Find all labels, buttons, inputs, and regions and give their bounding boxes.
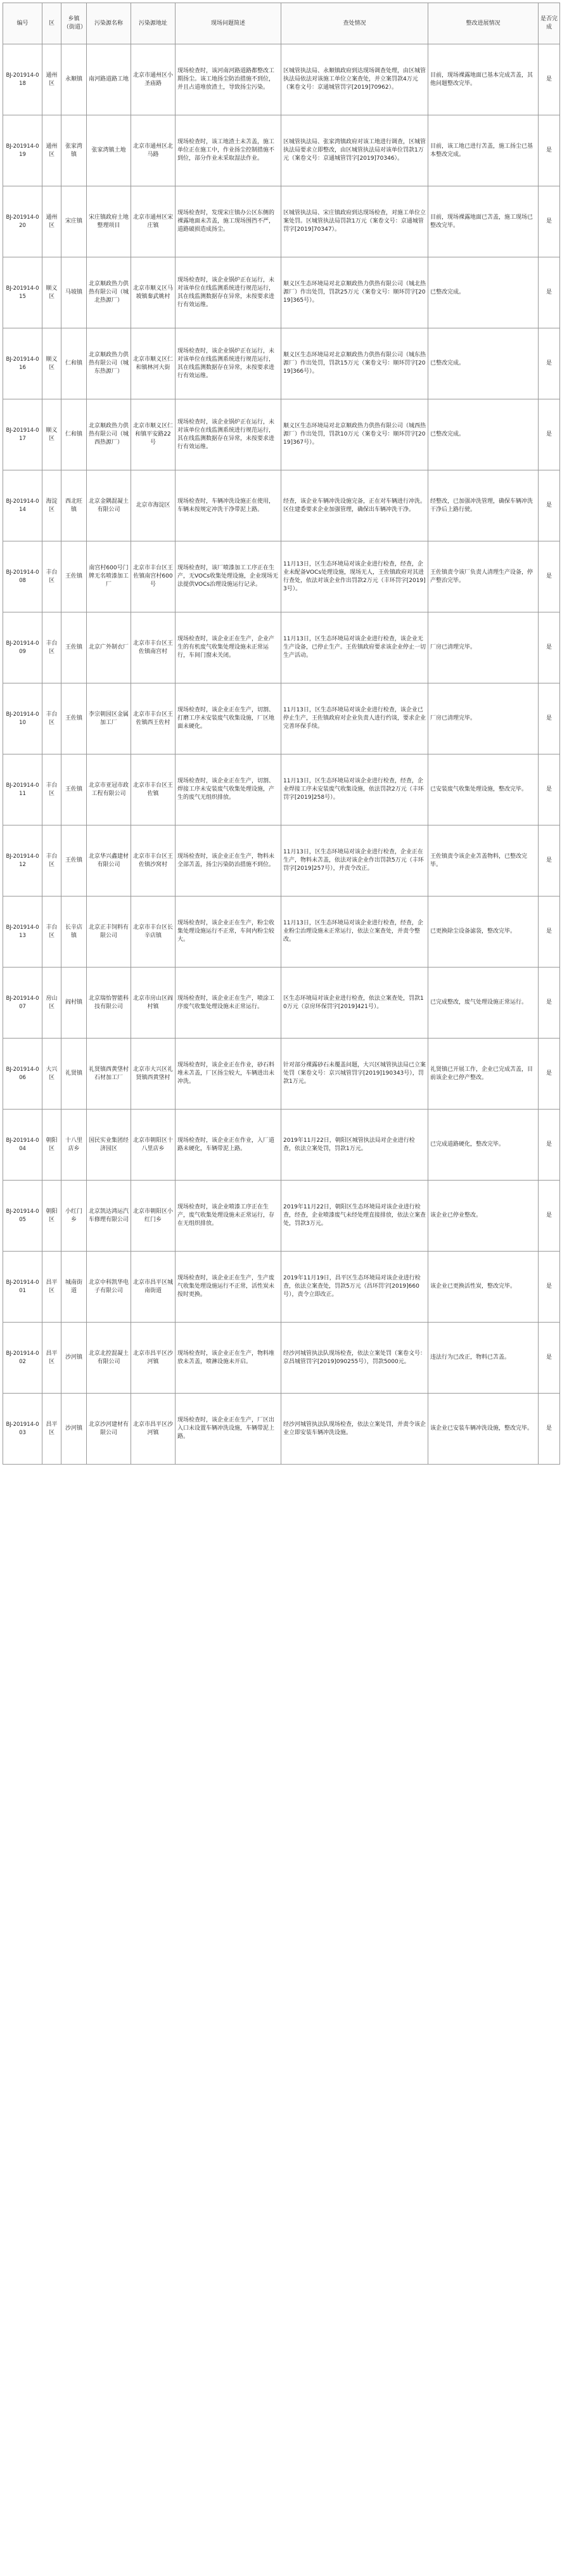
progress-cell: 已整改完成。	[428, 399, 539, 470]
handling-cell: 11月13日，区生态环境局对该企业进行检查，该企业无生产设备，已停止生产。王佐镇政府要求该企业停止一切生产活动。	[281, 612, 428, 683]
table-row	[3, 683, 560, 754]
progress-cell: 该企业已安装车辆冲洗设施，整改完毕。	[428, 1394, 539, 1465]
supervision-table	[3, 3, 560, 1465]
district-cell: 丰台区	[42, 754, 61, 825]
district-cell: 昌平区	[42, 1252, 61, 1323]
header-cell: 查处情况	[281, 3, 428, 44]
district-cell: 通州区	[42, 115, 61, 186]
handling-cell: 区城管执法局、永顺镇政府到达现场调查处理，由区城管执法局依法对该施工单位立案查处，并立案罚款4万元（案卷文号：京通城管罚字[2019]70962）。	[281, 44, 428, 115]
table-row	[3, 399, 560, 470]
address-cell: 北京市大兴区礼贤镇西黄垡村	[131, 1039, 176, 1110]
district-cell: 通州区	[42, 186, 61, 257]
progress-cell: 违法行为已改正，物料已苫盖。	[428, 1323, 539, 1394]
address-cell: 北京市昌平区城南街道	[131, 1252, 176, 1323]
district-cell: 丰台区	[42, 825, 61, 896]
town-cell: 城南街道	[61, 1252, 87, 1323]
district-cell: 丰台区	[42, 683, 61, 754]
progress-cell: 王佐镇责令该厂负责人清理生产设备，停产整治完毕。	[428, 541, 539, 612]
table-row	[3, 186, 560, 257]
progress-cell: 目前，该工地已进行苫盖，施工扬尘已基本整改完成。	[428, 115, 539, 186]
district-cell: 顺义区	[42, 399, 61, 470]
town-cell: 永顺镇	[61, 44, 87, 115]
address-cell: 北京市顺义区马坡镇秦武姚村	[131, 257, 176, 328]
header-cell: 区	[42, 3, 61, 44]
problem-cell: 现场检查时，该企业正在生产，厂区出入口未设置车辆冲洗设施，车辆带泥上路。	[176, 1394, 281, 1465]
district-cell: 丰台区	[42, 896, 61, 968]
town-cell: 王佐镇	[61, 825, 87, 896]
town-cell: 阎村镇	[61, 968, 87, 1039]
handling-cell: 顺义区生态环境局对北京顺政热力供热有限公司（城北热源厂）作出处罚，罚款25万元（案卷文号：顺环罚字[2019]365号）。	[281, 257, 428, 328]
handling-cell: 2019年11月19日，昌平区生态环境局对该企业进行检查，依法立案查处，罚款5万元（昌环罚字[2019]660号），责令立即改正。	[281, 1252, 428, 1323]
town-cell: 王佐镇	[61, 612, 87, 683]
problem-cell: 现场检查时，该企业正在生产，物料堆放未苫盖，喷淋设施未开启。	[176, 1323, 281, 1394]
done-cell: 是	[539, 1181, 560, 1252]
table-row	[3, 1039, 560, 1110]
source-name-cell: 北京瑞怡智能科技有限公司	[87, 968, 131, 1039]
district-cell: 通州区	[42, 44, 61, 115]
header-cell: 污染源名称	[87, 3, 131, 44]
problem-cell: 现场检查时，该企业喷漆工序正在生产，废气收集处理设施未正常运行，存在无组织排放。	[176, 1181, 281, 1252]
problem-cell: 现场检查时，该企业正在作业，入厂道路未硬化，车辆带泥上路。	[176, 1110, 281, 1181]
table-row	[3, 1181, 560, 1252]
source-name-cell: 北京沙河建材有限公司	[87, 1394, 131, 1465]
source-name-cell: 北京顺政热力供热有限公司（城东热源厂）	[87, 328, 131, 399]
progress-cell: 礼贤镇已开展工作，企业已完成苫盖，目前该企业已停产整改。	[428, 1039, 539, 1110]
table-row	[3, 1394, 560, 1465]
row-id-cell: BJ-201914-002	[3, 1323, 42, 1394]
progress-cell: 已完成整改，废气处理设施正常运行。	[428, 968, 539, 1039]
source-name-cell: 礼贤镇西黄垡村石材加工厂	[87, 1039, 131, 1110]
done-cell: 是	[539, 399, 560, 470]
town-cell: 十八里店乡	[61, 1110, 87, 1181]
town-cell: 张家湾镇	[61, 115, 87, 186]
district-cell: 顺义区	[42, 257, 61, 328]
done-cell: 是	[539, 257, 560, 328]
problem-cell: 现场检查时，该企业正在生产，粉尘收集处理设施运行不正常，车间内粉尘较大。	[176, 896, 281, 968]
row-id-cell: BJ-201914-010	[3, 683, 42, 754]
progress-cell: 已完成道路硬化，整改完毕。	[428, 1110, 539, 1181]
header-cell: 是否完成	[539, 3, 560, 44]
town-cell: 小红门乡	[61, 1181, 87, 1252]
address-cell: 北京市海淀区	[131, 470, 176, 541]
progress-cell: 该企业已停业整改。	[428, 1181, 539, 1252]
row-id-cell: BJ-201914-015	[3, 257, 42, 328]
address-cell: 北京市朝阳区小红门乡	[131, 1181, 176, 1252]
handling-cell: 11月13日，区生态环境局对该企业进行检查，经查，企业粉尘治理设施未正常运行，依法立案查处，并责令整改。	[281, 896, 428, 968]
address-cell: 北京市丰台区王佐镇南宫村600号	[131, 541, 176, 612]
source-name-cell: 北京正丰饲料有限公司	[87, 896, 131, 968]
town-cell: 王佐镇	[61, 541, 87, 612]
progress-cell: 已更换除尘设备滤袋，整改完毕。	[428, 896, 539, 968]
done-cell: 是	[539, 825, 560, 896]
header-cell: 乡镇（街道）	[61, 3, 87, 44]
address-cell: 北京市通州区小圣庙路	[131, 44, 176, 115]
table-row	[3, 541, 560, 612]
progress-cell: 目前，现场裸露地面已基本完成苫盖，其他问题整改完毕。	[428, 44, 539, 115]
district-cell: 大兴区	[42, 1039, 61, 1110]
town-cell: 长辛店镇	[61, 896, 87, 968]
handling-cell: 经沙河城管执法队现场检查，依法立案处罚（案卷文号：京昌城管罚字[2019]090255号），罚款5000元。	[281, 1323, 428, 1394]
address-cell: 北京市丰台区王佐镇南宫村	[131, 612, 176, 683]
row-id-cell: BJ-201914-020	[3, 186, 42, 257]
header-row	[3, 3, 560, 44]
handling-cell: 区城管执法局、宋庄镇政府到达现场检查，对施工单位立案处罚。区城管执法局罚款1万元（案卷文号：京通城管罚字[2019]70347）。	[281, 186, 428, 257]
problem-cell: 现场检查时，该河南河路道路都整改工期扬尘。该工地扬尘防治措施不到位，并且占道堆放渣土，导致扬尘污染。	[176, 44, 281, 115]
handling-cell: 经查，该企业车辆冲洗设施完备，正在对车辆进行冲洗。区住建委要求企业加强管理，确保出车辆冲洗干净。	[281, 470, 428, 541]
row-id-cell: BJ-201914-001	[3, 1252, 42, 1323]
handling-cell: 顺义区生态环境局对北京顺政热力供热有限公司（城东热源厂）作出处罚，罚款15万元（案卷文号：顺环罚字[2019]366号）。	[281, 328, 428, 399]
done-cell: 是	[539, 1323, 560, 1394]
table-row	[3, 115, 560, 186]
handling-cell: 2019年11月22日，朝阳区生态环境局对该企业进行检查，经查，企业喷漆废气未经处理直接排放，依法立案查处，罚款3万元。	[281, 1181, 428, 1252]
problem-cell: 现场检查时，该企业锅炉正在运行，未对该单位在线监测系统进行规范运行，其在线监测数据存在异常，未按要求进行有效运维。	[176, 399, 281, 470]
address-cell: 北京市顺义区仁和镇林河大街	[131, 328, 176, 399]
table-row	[3, 1252, 560, 1323]
row-id-cell: BJ-201914-011	[3, 754, 42, 825]
progress-cell: 已整改完成。	[428, 257, 539, 328]
done-cell: 是	[539, 968, 560, 1039]
done-cell: 是	[539, 470, 560, 541]
row-id-cell: BJ-201914-007	[3, 968, 42, 1039]
district-cell: 丰台区	[42, 612, 61, 683]
address-cell: 北京市通州区北马路	[131, 115, 176, 186]
progress-cell: 目前，现场裸露地面已苫盖，施工现场已整改完毕。	[428, 186, 539, 257]
source-name-cell: 宋庄镇政府土地整理项目	[87, 186, 131, 257]
town-cell: 王佐镇	[61, 754, 87, 825]
town-cell: 王佐镇	[61, 683, 87, 754]
row-id-cell: BJ-201914-012	[3, 825, 42, 896]
row-id-cell: BJ-201914-004	[3, 1110, 42, 1181]
handling-cell: 11月13日，区生态环境局对该企业进行检查，该企业已停止生产，王佐镇政府对企业负责人进行约谈，要求企业完善环保手续。	[281, 683, 428, 754]
table-row	[3, 257, 560, 328]
source-name-cell: 北京顺政热力供热有限公司（城北热源厂）	[87, 257, 131, 328]
row-id-cell: BJ-201914-014	[3, 470, 42, 541]
source-name-cell: 北京中科凯华电子有限公司	[87, 1252, 131, 1323]
source-name-cell: 国民实业集团经济园区	[87, 1110, 131, 1181]
district-cell: 顺义区	[42, 328, 61, 399]
problem-cell: 现场检查时，该工地渣土未苫盖，施工单位正在施工中，作业扬尘控制措施不到位，部分作业未采取湿法作业。	[176, 115, 281, 186]
town-cell: 沙河镇	[61, 1394, 87, 1465]
town-cell: 沙河镇	[61, 1323, 87, 1394]
problem-cell: 现场检查时，该企业锅炉正在运行，未对该单位在线监测系统进行规范运行，其在线监测数据存在异常，未按要求进行有效运维。	[176, 328, 281, 399]
row-id-cell: BJ-201914-013	[3, 896, 42, 968]
address-cell: 北京市丰台区王佐镇沙窝村	[131, 825, 176, 896]
progress-cell: 经整改，已加强冲洗管理，确保车辆冲洗干净后上路行驶。	[428, 470, 539, 541]
problem-cell: 现场检查时，该企业锅炉正在运行，未对该单位在线监测系统进行规范运行，其在线监测数据存在异常，未按要求进行有效运维。	[176, 257, 281, 328]
town-cell: 宋庄镇	[61, 186, 87, 257]
table-row	[3, 1110, 560, 1181]
row-id-cell: BJ-201914-017	[3, 399, 42, 470]
problem-cell: 现场检查时，该企业正在生产，物料未全部苫盖，扬尘污染防治措施不到位。	[176, 825, 281, 896]
table-row	[3, 896, 560, 968]
done-cell: 是	[539, 1394, 560, 1465]
problem-cell: 现场检查时，该企业正在生产，喷涂工序废气收集处理设施未正常运行。	[176, 968, 281, 1039]
district-cell: 朝阳区	[42, 1110, 61, 1181]
source-name-cell: 北京凯达鸿运汽车修理有限公司	[87, 1181, 131, 1252]
handling-cell: 11月13日，区生态环境局对该企业进行检查，经查，企业焊接工序未安装废气收集设施，依法罚款2万元（丰环罚字[2019]258号）。	[281, 754, 428, 825]
row-id-cell: BJ-201914-009	[3, 612, 42, 683]
row-id-cell: BJ-201914-006	[3, 1039, 42, 1110]
problem-cell: 现场检查时，该企业正在作业，砂石料堆未苫盖，厂区扬尘较大，车辆进出未冲洗。	[176, 1039, 281, 1110]
done-cell: 是	[539, 328, 560, 399]
header-cell: 污染源地址	[131, 3, 176, 44]
done-cell: 是	[539, 683, 560, 754]
row-id-cell: BJ-201914-005	[3, 1181, 42, 1252]
progress-cell: 已整改完成。	[428, 328, 539, 399]
address-cell: 北京市丰台区长辛店镇	[131, 896, 176, 968]
problem-cell: 现场检查时，该企业正在生产，生产废气收集处理设施运行不正常，活性炭未按时更换。	[176, 1252, 281, 1323]
progress-cell: 厂房已清理完毕。	[428, 683, 539, 754]
town-cell: 礼贤镇	[61, 1039, 87, 1110]
header-cell: 现场问题简述	[176, 3, 281, 44]
progress-cell: 厂房已清理完毕。	[428, 612, 539, 683]
source-name-cell: 北京市亚冠市政工程有限公司	[87, 754, 131, 825]
source-name-cell: 北京顺政热力供热有限公司（城西热源厂）	[87, 399, 131, 470]
header-cell: 编号	[3, 3, 42, 44]
address-cell: 北京市丰台区王佐镇西王佐村	[131, 683, 176, 754]
problem-cell: 现场检查时，该企业正在生产，切割、打磨工序未安装废气收集设施，厂区地面未硬化。	[176, 683, 281, 754]
district-cell: 昌平区	[42, 1323, 61, 1394]
done-cell: 是	[539, 1110, 560, 1181]
address-cell: 北京市丰台区王佐镇	[131, 754, 176, 825]
district-cell: 房山区	[42, 968, 61, 1039]
handling-cell: 11月13日，区生态环境局对该企业进行检查，经查，企业未配备VOCs处理设施，现场无人，王佐镇政府对其进行查处，依法对该企业作出罚款2万元（丰环罚字[2019]3号）。	[281, 541, 428, 612]
source-name-cell: 北京金隅混凝土有限公司	[87, 470, 131, 541]
town-cell: 仁和镇	[61, 399, 87, 470]
done-cell: 是	[539, 1252, 560, 1323]
district-cell: 海淀区	[42, 470, 61, 541]
done-cell: 是	[539, 1039, 560, 1110]
done-cell: 是	[539, 115, 560, 186]
row-id-cell: BJ-201914-016	[3, 328, 42, 399]
address-cell: 北京市房山区阎村镇	[131, 968, 176, 1039]
table-row	[3, 470, 560, 541]
address-cell: 北京市顺义区仁和镇平安路22号	[131, 399, 176, 470]
problem-cell: 现场检查时，车辆冲洗设施正在使用，车辆未按规定冲洗干净带泥上路。	[176, 470, 281, 541]
handling-cell: 针对部分裸露砂石未覆盖问题，大兴区城管执法局已立案处罚（案卷文号：京兴城管罚字[2019]190343号），罚款1万元。	[281, 1039, 428, 1110]
address-cell: 北京市朝阳区十八里店乡	[131, 1110, 176, 1181]
progress-cell: 已安装废气收集处理设施，整改完毕。	[428, 754, 539, 825]
problem-cell: 现场检查时，该企业正在生产，切割、焊接工序未安装废气收集处理设施，产生的废气无组织排放。	[176, 754, 281, 825]
done-cell: 是	[539, 896, 560, 968]
table-row	[3, 968, 560, 1039]
progress-cell: 王佐镇责令该企业苫盖物料，已整改完毕。	[428, 825, 539, 896]
source-name-cell: 南河路道路工地	[87, 44, 131, 115]
progress-cell: 该企业已更换活性炭，整改完毕。	[428, 1252, 539, 1323]
source-name-cell: 北京北控混凝土有限公司	[87, 1323, 131, 1394]
district-cell: 丰台区	[42, 541, 61, 612]
table-row	[3, 1323, 560, 1394]
table-row	[3, 328, 560, 399]
town-cell: 马坡镇	[61, 257, 87, 328]
source-name-cell: 北京华兴鑫建材有限公司	[87, 825, 131, 896]
handling-cell: 区城管执法局、张家湾镇政府对该工地进行调查，区城管执法局要求立即整改，由区城管执法局对该单位罚款1万元（案卷文号：京通城管罚字[2019]70346）。	[281, 115, 428, 186]
address-cell: 北京市昌平区沙河镇	[131, 1394, 176, 1465]
source-name-cell: 张家湾镇土地	[87, 115, 131, 186]
problem-cell: 现场检查时，该厂喷漆加工工序正在生产，无VOCs收集处理设施，企业现场无法提供VOCs治理设施运行记录。	[176, 541, 281, 612]
problem-cell: 现场检查时，发现宋庄镇办公区东侧的裸露地面未苫盖，施工现场围挡不严，道路破损造成扬尘。	[176, 186, 281, 257]
handling-cell: 11月13日，区生态环境局对该企业进行检查，企业正在生产，物料未苫盖，依法对该企业作出罚款5万元（丰环罚字[2019]257号），并责令改正。	[281, 825, 428, 896]
header-cell: 整改进展情况	[428, 3, 539, 44]
district-cell: 朝阳区	[42, 1181, 61, 1252]
handling-cell: 顺义区生态环境局对北京顺政热力供热有限公司（城西热源厂）作出处罚，罚款10万元（案卷文号：顺环罚字[2019]367号）。	[281, 399, 428, 470]
row-id-cell: BJ-201914-003	[3, 1394, 42, 1465]
table-row	[3, 825, 560, 896]
table-row	[3, 44, 560, 115]
done-cell: 是	[539, 44, 560, 115]
source-name-cell: 南宫村600号门牌无名喷漆加工厂	[87, 541, 131, 612]
done-cell: 是	[539, 612, 560, 683]
town-cell: 仁和镇	[61, 328, 87, 399]
table-row	[3, 754, 560, 825]
address-cell: 北京市通州区宋庄镇	[131, 186, 176, 257]
source-name-cell: 李宗朝园区金属加工厂	[87, 683, 131, 754]
done-cell: 是	[539, 754, 560, 825]
done-cell: 是	[539, 186, 560, 257]
row-id-cell: BJ-201914-018	[3, 44, 42, 115]
district-cell: 昌平区	[42, 1394, 61, 1465]
handling-cell: 区生态环境局对该企业进行检查，依法立案查处，罚款10万元（京房环保罚字[2019]421号）。	[281, 968, 428, 1039]
row-id-cell: BJ-201914-019	[3, 115, 42, 186]
row-id-cell: BJ-201914-008	[3, 541, 42, 612]
done-cell: 是	[539, 541, 560, 612]
address-cell: 北京市昌平区沙河镇	[131, 1323, 176, 1394]
problem-cell: 现场检查时，该企业正在生产，企业产生的有机废气收集处理设施未正常运行，车间门窗未关闭。	[176, 612, 281, 683]
handling-cell: 2019年11月22日，朝阳区城管执法局对企业进行检查，依法立案处罚，罚款1万元。	[281, 1110, 428, 1181]
source-name-cell: 北京广外制衣厂	[87, 612, 131, 683]
handling-cell: 经沙河城管执法队现场检查，依法立案处罚，并责令该企业立即安装车辆冲洗设施。	[281, 1394, 428, 1465]
table-row	[3, 612, 560, 683]
town-cell: 西北旺镇	[61, 470, 87, 541]
